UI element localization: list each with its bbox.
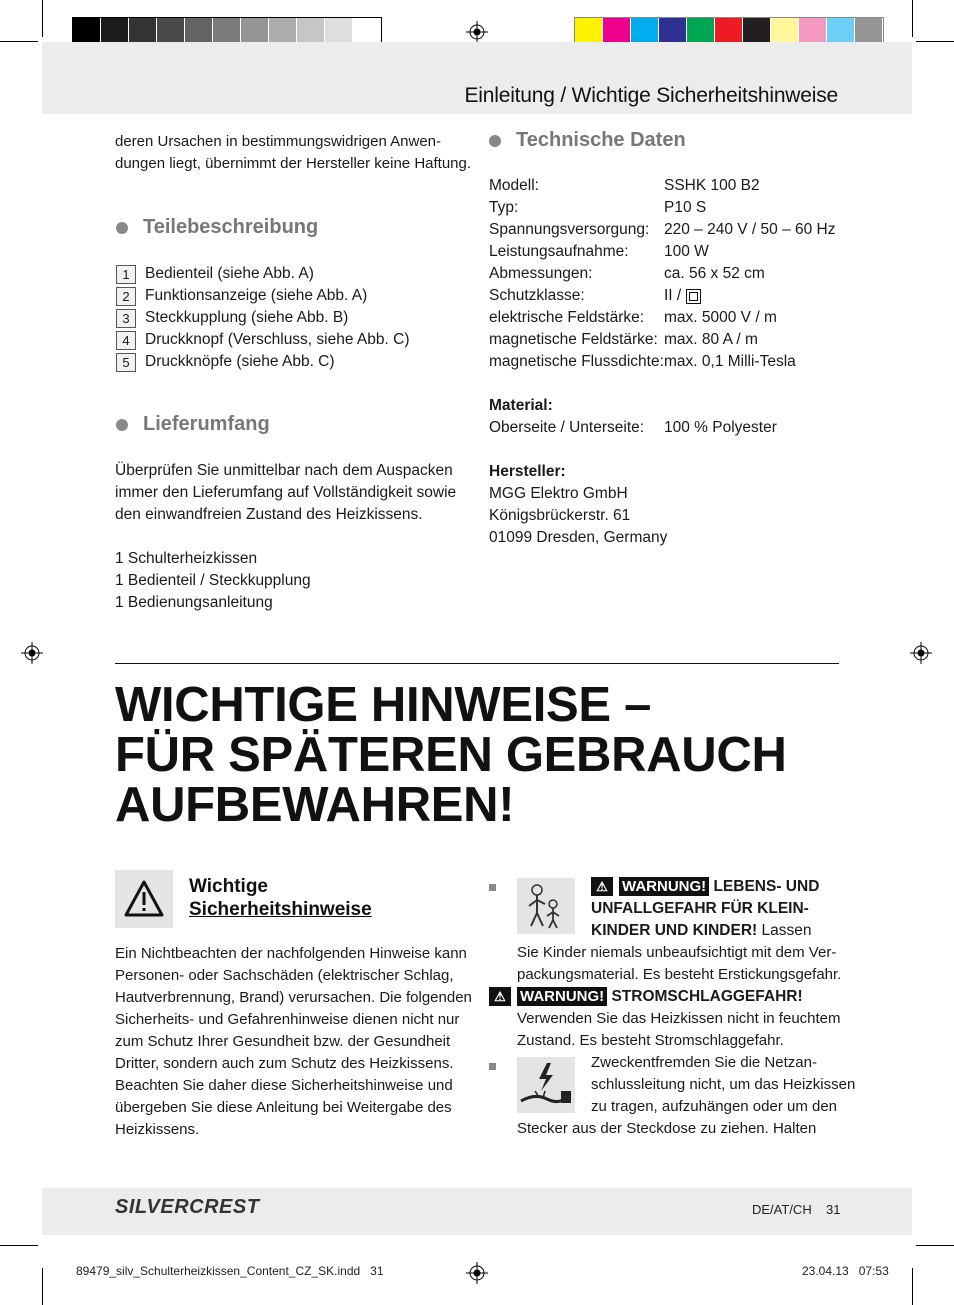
address-line: Königsbrückerstr. 61 xyxy=(489,507,631,524)
warning-1-text xyxy=(517,942,841,986)
list-bullet-icon xyxy=(489,884,496,891)
safety-heading xyxy=(189,875,372,921)
main-title xyxy=(115,680,787,830)
text-line: Hautverbrennung, Brand) verursachen. Die folgenden xyxy=(115,989,472,1006)
text-line: Sie Kinder niemals unbeaufsichtigt mit dem Ver- xyxy=(517,944,837,961)
part-number: 2 xyxy=(116,287,136,306)
list-item xyxy=(116,285,409,307)
parts-list xyxy=(116,263,409,373)
crop-mark xyxy=(42,0,43,37)
safety-text xyxy=(115,943,472,1141)
spec-value: max. 80 A / m xyxy=(664,331,758,348)
crop-mark xyxy=(0,1245,38,1246)
tech-heading: Technische Daten xyxy=(516,129,686,151)
text-line: zum Schutz Ihrer Gesundheit bzw. der Gesundheit xyxy=(115,1033,451,1050)
liefer-heading: Lieferumfang xyxy=(143,413,270,435)
footer-locale: DE/AT/CH xyxy=(752,1202,812,1217)
crop-mark xyxy=(912,0,913,37)
spec-key: Leistungsaufnahme: xyxy=(489,243,629,260)
spec-value: 100 % Polyester xyxy=(664,419,777,436)
crop-mark xyxy=(916,41,954,42)
spec-value: max. 5000 V / m xyxy=(664,309,777,326)
section-divider xyxy=(115,663,839,664)
text-line: Personen- oder Sachschäden (elektrischer Schlag, xyxy=(115,967,454,984)
part-number: 3 xyxy=(116,309,136,328)
text-line: Sicherheits- und Gefahrenhinweise dienen nicht nur xyxy=(115,1011,460,1028)
text-line: packungsmaterial. Es besteht Erstickungsgefahr. xyxy=(517,966,842,983)
text-line: Heizkissens. xyxy=(115,1121,200,1138)
spec-row xyxy=(489,241,835,263)
spec-value: max. 0,1 Milli-Tesla xyxy=(664,353,796,370)
registration-mark-icon xyxy=(21,642,43,664)
spec-row xyxy=(489,219,835,241)
spec-row xyxy=(489,417,835,439)
title-line: AUFBEWAHREN! xyxy=(115,778,515,832)
page-number: 31 xyxy=(826,1202,841,1217)
spec-value: 100 W xyxy=(664,243,709,260)
liefer-text xyxy=(115,460,456,614)
spec-row xyxy=(489,263,835,285)
warning-headline: LEBENS- UND xyxy=(713,878,820,895)
brand-logo: SILVERCREST xyxy=(115,1196,260,1218)
part-number: 5 xyxy=(116,353,136,372)
address-line: MGG Elektro GmbH xyxy=(489,485,628,502)
part-number: 1 xyxy=(116,265,136,284)
bullet-icon xyxy=(116,222,128,234)
crop-mark xyxy=(0,41,38,42)
list-bullet-icon xyxy=(489,1063,496,1070)
hersteller-label: Hersteller: xyxy=(489,463,566,480)
warning-3-text xyxy=(591,1052,855,1118)
material-label: Material: xyxy=(489,397,553,414)
spec-row xyxy=(489,329,835,351)
text-line: zu tragen, aufzuhängen oder um den xyxy=(591,1098,838,1115)
registration-mark-icon xyxy=(466,21,488,43)
warning-1 xyxy=(591,876,819,942)
teile-heading: Teilebeschreibung xyxy=(143,216,319,238)
text-line: schlussleitung nicht, um das Heizkissen xyxy=(591,1076,856,1093)
part-label: Steckkupplung (siehe Abb. B) xyxy=(145,309,349,326)
part-label: Druckknöpfe (siehe Abb. C) xyxy=(145,353,335,370)
address-line: 01099 Dresden, Germany xyxy=(489,529,668,546)
spec-value: II / xyxy=(664,287,686,304)
heading-line: Sicherheitshinweise xyxy=(189,899,372,920)
list-item: 1 Bedienteil / Steckkupplung xyxy=(115,572,311,589)
text-line: Zweckentfremden Sie die Netzan- xyxy=(591,1054,817,1071)
text-line: Zustand. Es besteht Stromschlaggefahr. xyxy=(517,1032,784,1049)
spec-key: Abmessungen: xyxy=(489,265,593,282)
warning-triangle-icon xyxy=(115,870,173,928)
spec-key: Modell: xyxy=(489,177,539,194)
text-line: immer den Lieferumfang auf Vollständigkeit sowie xyxy=(115,484,457,501)
spec-table xyxy=(489,175,835,549)
text-line: Ein Nichtbeachten der nachfolgenden Hinweise kann xyxy=(115,945,467,962)
crop-mark xyxy=(912,1268,913,1305)
date-info: 23.04.13 07:53 xyxy=(802,1264,889,1278)
warning-headline: UNFALLGEFAHR FÜR KLEIN- xyxy=(591,900,809,917)
text-line: Stecker aus der Steckdose zu ziehen. Halten xyxy=(517,1120,817,1137)
text-line: den einwandfreien Zustand des Heizkissens. xyxy=(115,506,423,523)
warning-2-text xyxy=(517,1008,841,1052)
text-line: Überprüfen Sie unmittelbar nach dem Auspacken xyxy=(115,462,453,479)
spec-value: 220 – 240 V / 50 – 60 Hz xyxy=(664,221,836,238)
list-item: 1 Schulterheizkissen xyxy=(115,550,258,567)
spec-row xyxy=(489,307,835,329)
registration-mark-icon xyxy=(466,1262,488,1284)
spec-value: ca. 56 x 52 cm xyxy=(664,265,765,282)
text-line: dungen liegt, übernimmt der Hersteller keine Haftung. xyxy=(115,155,472,172)
spec-key: magnetische Feldstärke: xyxy=(489,331,658,348)
title-line: WICHTIGE HINWEISE – xyxy=(115,678,652,732)
warning-triangle-icon: ⚠ xyxy=(489,987,511,1006)
spec-key: Typ: xyxy=(489,199,519,216)
intro-text xyxy=(115,131,471,175)
warning-box xyxy=(115,870,173,928)
part-label: Druckknopf (Verschluss, siehe Abb. C) xyxy=(145,331,410,348)
list-item xyxy=(116,263,409,285)
file-info: 89479_silv_Schulterheizkissen_Content_CZ_SK.indd 31 xyxy=(76,1264,384,1278)
spec-row xyxy=(489,197,835,219)
child-hazard-icon xyxy=(517,878,575,934)
spec-key: elektrische Feldstärke: xyxy=(489,309,645,326)
bullet-icon xyxy=(489,135,501,147)
spec-row xyxy=(489,285,835,307)
spec-value: SSHK 100 B2 xyxy=(664,177,760,194)
warning-headline: STROMSCHLAGGEFAHR! xyxy=(611,988,803,1005)
warning-2 xyxy=(489,986,803,1008)
warning-label: WARNUNG! xyxy=(517,987,607,1006)
part-label: Funktionsanzeige (siehe Abb. A) xyxy=(145,287,368,304)
spec-key: Oberseite / Unterseite: xyxy=(489,419,645,436)
part-label: Bedienteil (siehe Abb. A) xyxy=(145,265,314,282)
registration-mark-icon xyxy=(910,642,932,664)
cable-hazard-icon xyxy=(517,1057,575,1113)
warning-label: WARNUNG! xyxy=(619,877,709,896)
spec-row xyxy=(489,351,835,373)
protection-class-icon xyxy=(686,289,701,304)
heading-line: Wichtige xyxy=(189,876,268,897)
crop-mark xyxy=(916,1245,954,1246)
text-line: deren Ursachen in bestimmungswidrigen Anwen- xyxy=(115,133,442,150)
warning-headline: KINDER UND KINDER! xyxy=(591,922,758,939)
text-line: Verwenden Sie das Heizkissen nicht in feuchtem xyxy=(517,1010,841,1027)
text-line: übergeben Sie diese Anleitung bei Weitergabe des xyxy=(115,1099,452,1116)
title-line: FÜR SPÄTEREN GEBRAUCH xyxy=(115,728,787,782)
text-line: Beachten Sie daher diese Sicherheitshinweise und xyxy=(115,1077,453,1094)
spec-value: P10 S xyxy=(664,199,707,216)
part-number: 4 xyxy=(116,331,136,350)
page-header-title: Einleitung / Wichtige Sicherheitshinweise xyxy=(464,84,838,107)
spec-row xyxy=(489,175,835,197)
bullet-icon xyxy=(116,419,128,431)
list-item xyxy=(116,329,409,351)
crop-mark xyxy=(42,1268,43,1305)
text-fragment: Lassen xyxy=(761,922,812,939)
text-line: Dritter, sondern auch zum Schutz des Heizkissens. xyxy=(115,1055,454,1072)
spec-key: Spannungsversorgung: xyxy=(489,221,650,238)
spec-key: Schutzklasse: xyxy=(489,287,585,304)
spec-key: magnetische Flussdichte: xyxy=(489,353,664,370)
list-item: 1 Bedienungsanleitung xyxy=(115,594,273,611)
list-item xyxy=(116,351,409,373)
list-item xyxy=(116,307,409,329)
warning-triangle-icon: ⚠ xyxy=(591,877,613,896)
